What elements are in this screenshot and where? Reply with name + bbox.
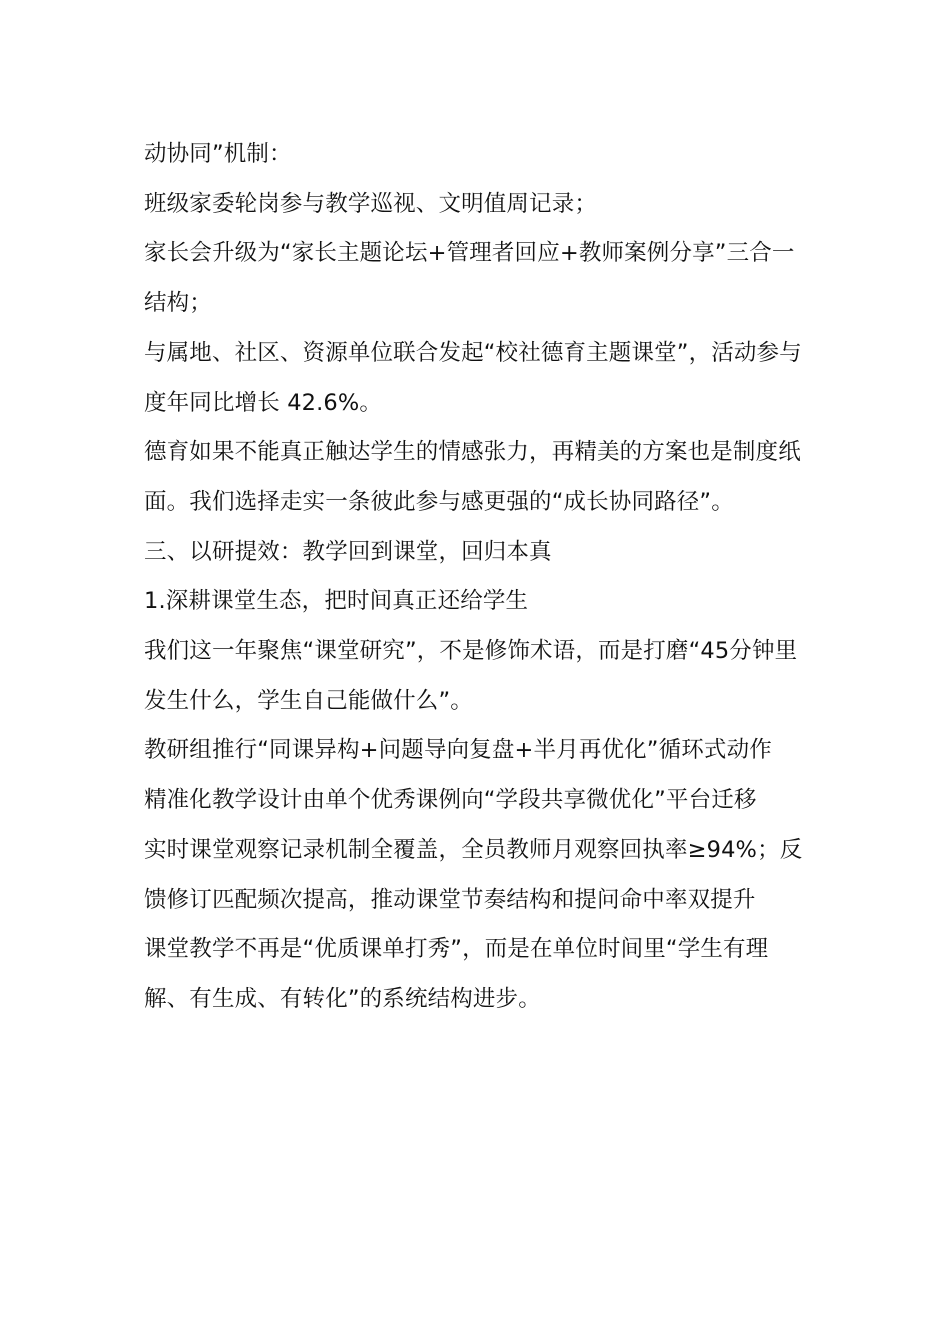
document-body: [144, 130, 809, 1025]
paragraph-parent-committee: 班级家委轮岗参与教学巡视、文明值周记录；: [144, 190, 598, 217]
subheading-classroom-ecology: 1.深耕课堂生态，把时间真正还给学生: [144, 588, 529, 615]
paragraph-classroom-observation: 实时课堂观察记录机制全覆盖，全员教师月观察回执率≥94%；反馈修订匹配频次提高，推动课堂节奏结构和提问命中率双提升: [144, 836, 803, 913]
paragraph-mechanism-heading: 动协同”机制：: [144, 141, 292, 167]
section-heading-research: 三、以研提效：教学回到课堂，回归本真: [144, 538, 552, 565]
paragraph-teaching-research-group: 教研组推行“同课异构+问题导向复盘+半月再优化”循环式动作: [144, 737, 772, 764]
paragraph-moral-education: 德育如果不能真正触达学生的情感张力，再精美的方案也是制度纸面。我们选择走实一条彼此参与感更强的“成长协同路径”。: [144, 439, 801, 515]
paragraph-conclusion: 课堂教学不再是“优质课单打秀”，而是在单位时间里“学生有理解、有生成、有转化”的系统结构进步。: [144, 936, 769, 1012]
paragraph-teaching-design: 精准化教学设计由单个优秀课例向“学段共享微优化”平台迁移: [144, 787, 757, 814]
paragraph-classroom-research: 我们这一年聚焦“课堂研究”，不是修饰术语，而是打磨“45分钟里发生什么，学生自己能做什么”。: [144, 638, 798, 714]
paragraph-parent-meeting: 家长会升级为“家长主题论坛+管理者回应+教师案例分享”三合一结构；: [144, 240, 795, 317]
paragraph-community-course: 与属地、社区、资源单位联合发起“校社德育主题课堂”，活动参与度年同比增长 42.6%。: [144, 339, 802, 416]
